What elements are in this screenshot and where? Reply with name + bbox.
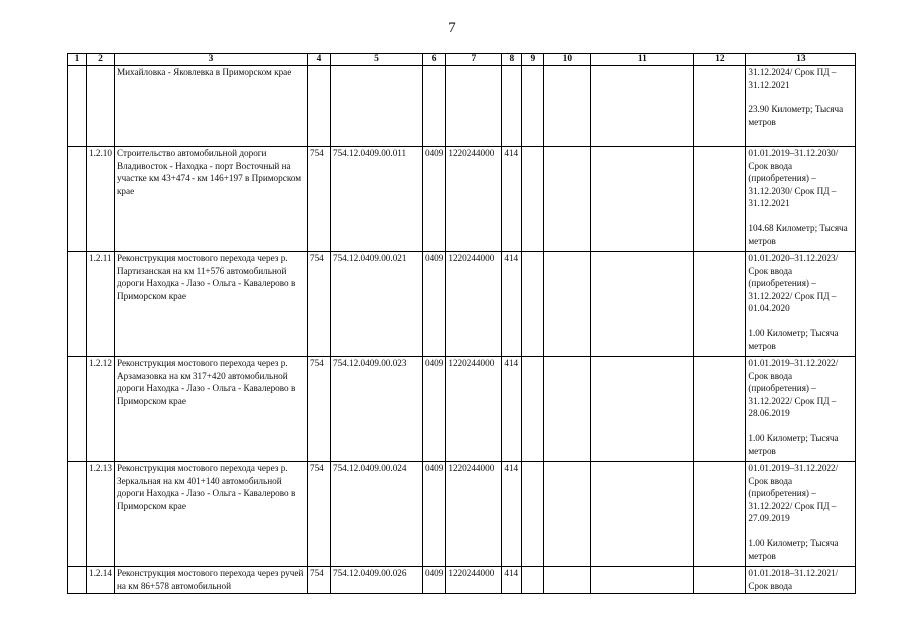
- cell-col7: [446, 66, 502, 147]
- cell-object-name: Реконструкция мостового перехода через ручей на км 86+578 автомобильной: [114, 567, 307, 594]
- cell-item-number: 1.2.10: [87, 147, 115, 252]
- column-header: 7: [446, 54, 502, 66]
- cell-col11: [591, 66, 694, 147]
- cell-dates-period: 01.01.2019–31.12.2022/ Срок ввода (приобретения) – 31.12.2022/ Срок ПД – 27.09.2019: [748, 463, 839, 524]
- table-row: [68, 252, 856, 357]
- cell-col6: 0409: [422, 567, 445, 594]
- cell-col4: 754: [307, 147, 330, 252]
- cell-col8: 414: [502, 357, 522, 462]
- cell-dates: [746, 567, 856, 594]
- column-header: 6: [422, 54, 445, 66]
- cell-dates-capacity: 1.00 Километр; Тысяча метров: [748, 327, 839, 351]
- cell-col5: 754.12.0409.00.026: [330, 567, 422, 594]
- cell-col4: 754: [307, 462, 330, 567]
- cell-col11: [591, 567, 694, 594]
- cell-col8: 414: [502, 462, 522, 567]
- cell-col5: [330, 66, 422, 147]
- cell-col7: 1220244000: [446, 462, 502, 567]
- cell-col9: [522, 357, 544, 462]
- cell-col12: [694, 147, 746, 252]
- cell-col1: [68, 462, 87, 567]
- cell-col12: [694, 66, 746, 147]
- cell-dates: [746, 147, 856, 252]
- cell-col9: [522, 147, 544, 252]
- cell-dates: [746, 252, 856, 357]
- cell-item-number: 1.2.14: [87, 567, 115, 594]
- cell-col6: 0409: [422, 462, 445, 567]
- cell-dates-period: 01.01.2019–31.12.2030/ Срок ввода (приобретения) – 31.12.2030/ Срок ПД – 31.12.2021: [748, 148, 839, 209]
- cell-object-name: Михайловка - Яковлевка в Приморском крае: [114, 66, 307, 147]
- cell-col12: [694, 567, 746, 594]
- cell-col8: 414: [502, 252, 522, 357]
- column-header: 11: [591, 54, 694, 66]
- table-row: [68, 147, 856, 252]
- column-header: 5: [330, 54, 422, 66]
- column-header: 13: [746, 54, 856, 66]
- budget-table: [67, 53, 856, 594]
- cell-col10: [544, 147, 591, 252]
- cell-dates-capacity: 23.90 Километр; Тысяча метров: [748, 104, 844, 127]
- cell-col11: [591, 462, 694, 567]
- cell-col5: 754.12.0409.00.024: [330, 462, 422, 567]
- cell-col10: [544, 357, 591, 462]
- cell-col1: [68, 357, 87, 462]
- cell-col7: 1220244000: [446, 567, 502, 594]
- cell-col4: [307, 66, 330, 147]
- cell-col6: 0409: [422, 252, 445, 357]
- cell-dates-capacity: 1.00 Километр; Тысяча метров: [748, 537, 839, 561]
- cell-item-number: 1.2.11: [87, 252, 115, 357]
- table-header-row: [68, 54, 856, 66]
- column-header: 8: [502, 54, 522, 66]
- table-row: [68, 357, 856, 462]
- cell-dates-capacity: 1.00 Километр; Тысяча метров: [748, 432, 839, 456]
- cell-col11: [591, 252, 694, 357]
- cell-col1: [68, 147, 87, 252]
- cell-col12: [694, 252, 746, 357]
- column-header: 3: [114, 54, 307, 66]
- cell-col8: [502, 66, 522, 147]
- cell-col6: [422, 66, 445, 147]
- column-header: 1: [68, 54, 87, 66]
- cell-dates: [746, 462, 856, 567]
- cell-col1: [68, 567, 87, 594]
- cell-dates-period: 01.01.2019–31.12.2022/ Срок ввода (приобретения) – 31.12.2022/ Срок ПД – 28.06.2019: [748, 358, 839, 419]
- cell-col10: [544, 66, 591, 147]
- cell-col11: [591, 357, 694, 462]
- cell-object-name: Строительство автомобильной дороги Владивосток - Находка - порт Восточный на участке км 43+474 - км 146+197 в Приморском крае: [114, 147, 307, 252]
- cell-col9: [522, 567, 544, 594]
- cell-col4: 754: [307, 252, 330, 357]
- cell-col1: [68, 252, 87, 357]
- column-header: 12: [694, 54, 746, 66]
- cell-col9: [522, 252, 544, 357]
- cell-dates-period: 01.01.2018–31.12.2021/ Срок ввода: [748, 568, 839, 591]
- cell-object-name: Реконструкция мостового перехода через р. Партизанская на км 11+576 автомобильной дороги Находка - Лазо - Ольга - Кавалерово в Приморском крае: [114, 252, 307, 357]
- table-row: [68, 462, 856, 567]
- cell-col8: 414: [502, 147, 522, 252]
- cell-item-number: [87, 66, 115, 147]
- cell-col11: [591, 147, 694, 252]
- cell-col10: [544, 252, 591, 357]
- cell-item-number: 1.2.13: [87, 462, 115, 567]
- cell-col4: 754: [307, 567, 330, 594]
- column-header: 4: [307, 54, 330, 66]
- cell-col12: [694, 462, 746, 567]
- cell-col7: 1220244000: [446, 147, 502, 252]
- column-header: 2: [87, 54, 115, 66]
- cell-dates: [746, 357, 856, 462]
- cell-object-name: Реконструкция мостового перехода через р. Арзамазовка на км 317+420 автомобильной дороги Находка - Лазо - Ольга - Кавалерово в Приморском крае: [114, 357, 307, 462]
- cell-dates-period: 31.12.2024/ Срок ПД – 31.12.2021: [748, 67, 837, 90]
- cell-col5: 754.12.0409.00.023: [330, 357, 422, 462]
- cell-col10: [544, 462, 591, 567]
- table-row: [68, 66, 856, 147]
- column-header: 10: [544, 54, 591, 66]
- column-header: 9: [522, 54, 544, 66]
- cell-col6: 0409: [422, 357, 445, 462]
- table-row: [68, 567, 856, 594]
- cell-col12: [694, 357, 746, 462]
- cell-col8: 414: [502, 567, 522, 594]
- cell-dates-period: 01.01.2020–31.12.2023/ Срок ввода (приобретения) – 31.12.2022/ Срок ПД – 01.04.2020: [748, 253, 839, 314]
- cell-col9: [522, 462, 544, 567]
- page-number: 7: [448, 20, 456, 36]
- cell-col5: 754.12.0409.00.011: [330, 147, 422, 252]
- cell-col6: 0409: [422, 147, 445, 252]
- cell-col4: 754: [307, 357, 330, 462]
- cell-object-name: Реконструкция мостового перехода через р. Зеркальная на км 401+140 автомобильной дороги Находка - Лазо - Ольга - Кавалерово в Приморском крае: [114, 462, 307, 567]
- cell-item-number: 1.2.12: [87, 357, 115, 462]
- cell-col1: [68, 66, 87, 147]
- cell-col5: 754.12.0409.00.021: [330, 252, 422, 357]
- cell-col10: [544, 567, 591, 594]
- cell-col7: 1220244000: [446, 252, 502, 357]
- cell-col9: [522, 66, 544, 147]
- cell-dates: [746, 66, 856, 147]
- cell-col7: 1220244000: [446, 357, 502, 462]
- cell-dates-capacity: 104.68 Километр; Тысяча метров: [748, 222, 848, 246]
